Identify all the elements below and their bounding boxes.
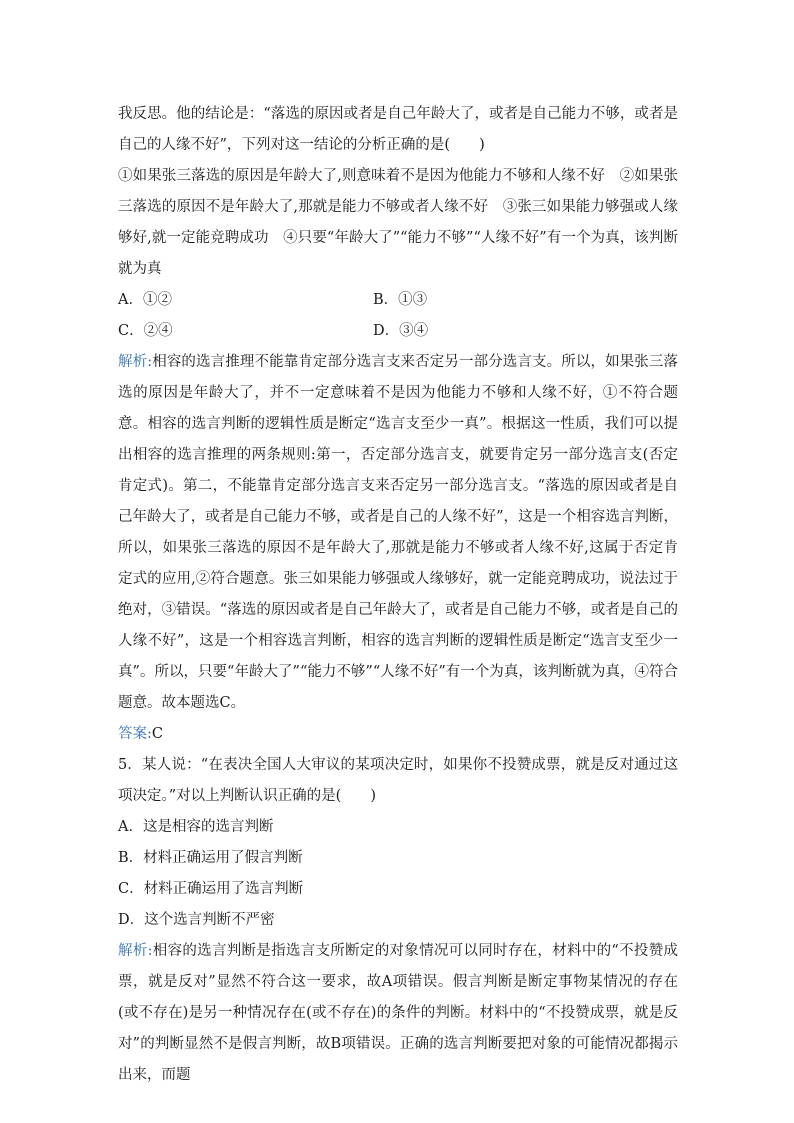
q5-analysis-text: 相容的选言判断是指选言支所断定的对象情况可以同时存在，材料中的“不投赞成票，就是反对”显然不符合这一要求，故A项错误。假言判断是断定事物某情况的存在(或不存在)是另一种情况存在(或不存在)的条件的判断。材料中的“不投赞成票，就是反对”的判断显然不是假言判断，故B项错误。正确的选言判断要把对象的可能情况都揭示出来，而题 [118,943,678,1083]
q4-options-row-2 [118,316,678,347]
q4-analysis [118,347,678,719]
q4-answer [118,719,678,750]
q5-option-b: B．材料正确运用了假言判断 [118,850,303,866]
q4-answer-value: C [151,726,163,742]
q5-option-d: D．这个选言判断不严密 [118,912,275,928]
q4-option-d: D．③④ [373,323,429,339]
q4-answer-label: 答案: [118,726,152,742]
q5-analysis [118,936,678,1091]
q4-stem: 我反思。他的结论是：“落选的原因或者是自己年龄大了，或者是自己能力不够，或者是自己的人缘不好”，下列对这一结论的分析正确的是( ) [118,106,678,153]
q4-option-b: B．①③ [373,292,428,308]
q4-statements: ①如果张三落选的原因是年龄大了,则意味着不是因为他能力不够和人缘不好 ②如果张三落选的原因不是年龄大了,那就是能力不够或者人缘不好 ③张三如果能力够强或人缘够好,就一定能竞聘成功 ④只要“年龄大了”“能力不够”“人缘不好”有一个为真，该判断就为真 [118,168,678,277]
q5-option-a: A．这是相容的选言判断 [118,819,274,835]
q5-stem: 5．某人说：“在表决全国人大审议的某项决定时，如果你不投赞成票，就是反对通过这项决定。”对以上判断认识正确的是( ) [118,757,678,804]
q4-options-row-1 [118,285,678,316]
question-content [118,99,678,1091]
q5-analysis-label: 解析: [118,943,153,959]
q4-analysis-text: 相容的选言推理不能靠肯定部分选言支来否定另一部分选言支。所以，如果张三落选的原因是年龄大了，并不一定意味着不是因为他能力不够和人缘不好，①不符合题意。相容的选言判断的逻辑性质是断定“选言支至少一真”。根据这一性质，我们可以提出相容的选言推理的两条规则:第一，否定部分选言支，就要肯定另一部分选言支(否定肯定式)。第二，不能靠肯定部分选言支来否定另一部分选言支。“落选的原因或者是自己年龄大了，或者是自己能力不够，或者是自己的人缘不好”，这是一个相容选言判断，所以，如果张三落选的原因不是年龄大了,那就是能力不够或者人缘不好,这属于否定肯定式的应用,②符合题意。张三如果能力够强或人缘够好，就一定能竞聘成功，说法过于绝对，③错误。“落选的原因或者是自己年龄大了，或者是自己能力不够，或者是自己的人缘不好”，这是一个相容选言判断，相容的选言判断的逻辑性质是断定“选言支至少一真”。所以，只要“年龄大了”“能力不够”“人缘不好”有一个为真，该判断就为真，④符合题意。故本题选C。 [118,354,678,711]
q4-option-a: A．①② [118,292,172,308]
q5-option-c: C．材料正确运用了选言判断 [118,881,304,897]
q4-analysis-label: 解析: [118,354,153,370]
q4-option-c: C．②④ [118,323,173,339]
